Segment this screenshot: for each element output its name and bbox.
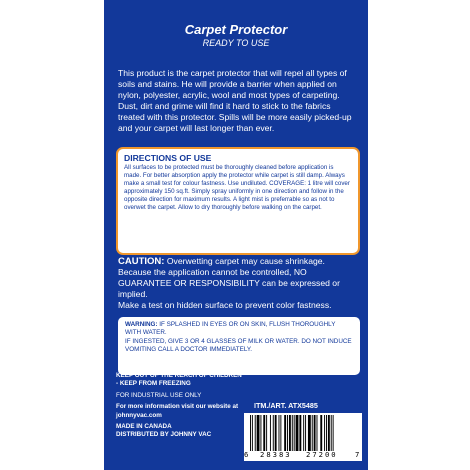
barcode-bar <box>270 415 271 451</box>
industrial-use-note: FOR INDUSTRIAL USE ONLY <box>116 391 202 399</box>
directions-heading: DIRECTIONS OF USE <box>124 153 212 163</box>
barcode-bar <box>294 415 295 451</box>
barcode-bar <box>296 415 299 451</box>
item-number: ITM./ART. ATX5485 <box>254 401 318 410</box>
barcode-bars <box>244 415 362 451</box>
barcode-bar <box>308 415 311 451</box>
barcode-digits <box>244 450 362 460</box>
barcode-first-digit: 6 <box>244 450 249 459</box>
barcode-bar <box>275 415 277 451</box>
barcode-bar <box>333 415 334 451</box>
barcode-bar <box>324 415 325 451</box>
barcode-bar <box>250 415 251 451</box>
footer-info <box>116 372 244 440</box>
barcode-bar <box>263 415 265 451</box>
barcode-bar <box>292 415 293 451</box>
warning-lead: WARNING: <box>125 321 158 328</box>
product-label <box>104 0 368 470</box>
directions-box <box>116 147 360 255</box>
barcode-bar <box>257 415 260 451</box>
product-description: This product is the carpet protector that will repel all types of soils and stains. He will provide a barrier when applied on nylon, polyester, acrylic, wool and most types of carpeting. Dust, dirt and grime will find it hard to stick to the fabrics treated with this protector. Spills will be more easily picked-up and your carpet will last longer than ever. <box>118 68 352 133</box>
barcode-bar <box>255 415 256 451</box>
barcode-bar <box>287 415 288 451</box>
barcode-bar <box>279 415 280 451</box>
barcode-bar <box>317 415 318 451</box>
barcode-bar <box>260 415 261 451</box>
barcode-bar <box>280 415 281 451</box>
barcode-bar <box>305 415 306 451</box>
barcode-bar <box>331 415 332 451</box>
barcode-check-digit: 7 <box>355 450 360 459</box>
caution-test-note: Make a test on hidden surface to prevent color fastness. <box>118 300 332 310</box>
warning-text-ingested: IF INGESTED, GIVE 3 OR 4 GLASSES OF MILK OR WATER. DO NOT INDUCE VOMITING CALL A DOCTOR IMMEDIATELY. <box>125 337 352 354</box>
keep-out-warning: KEEP OUT OF THE REACH OF CHILDREN - KEEP FROM FREEZING <box>116 372 242 388</box>
caution-lead: CAUTION: <box>118 256 165 267</box>
barcode-bar <box>328 415 330 451</box>
barcode-bar <box>303 415 304 451</box>
warning-text: IF SPLASHED IN EYES OR ON SKIN, FLUSH THOROUGHLY WITH WATER. <box>125 321 336 337</box>
barcode-bar <box>312 415 313 451</box>
caution-text: Overwetting carpet may cause shrinkage. Because the application cannot be controlled, NO GUARANTEE OR RESPONSIBILITY can be expressed or implied. <box>118 256 340 299</box>
directions-body: All surfaces to be protected must be thoroughly cleaned before application is made. For better absorption apply the protector while carpet is still damp. Always make a small test for colour fastness. Use undiluted. COVERAGE: 1 litre will cover approximately 150 sq.ft. Simply spray uniformly in one direction and follow in the opposite direction for maximum results. A light mist is preferrable so as not to overwet the carpet. Allow to dry thoroughly before walking on the carpet. <box>124 164 350 212</box>
barcode-bar <box>299 415 301 451</box>
barcode <box>244 413 362 461</box>
barcode-bar <box>284 415 286 451</box>
barcode-right-group: 27200 <box>306 450 338 459</box>
distributor-note: DISTRIBUTED BY JOHNNY VAC <box>116 431 212 439</box>
made-in-note: MADE IN CANADA <box>116 423 172 431</box>
barcode-bar <box>273 415 274 451</box>
barcode-bar <box>314 415 316 451</box>
product-title: Carpet Protector <box>184 22 288 37</box>
more-info-note: For more information visit our website at johnnyvac.com <box>116 403 239 419</box>
product-subtitle: READY TO USE <box>202 38 270 48</box>
barcode-bar <box>252 415 253 451</box>
barcode-bar <box>289 415 291 451</box>
warning-box <box>116 315 362 377</box>
caution-section <box>118 256 358 311</box>
barcode-bar <box>320 415 322 451</box>
barcode-bar <box>266 415 267 451</box>
barcode-bar <box>326 415 327 451</box>
barcode-left-group: 28383 <box>260 450 292 459</box>
